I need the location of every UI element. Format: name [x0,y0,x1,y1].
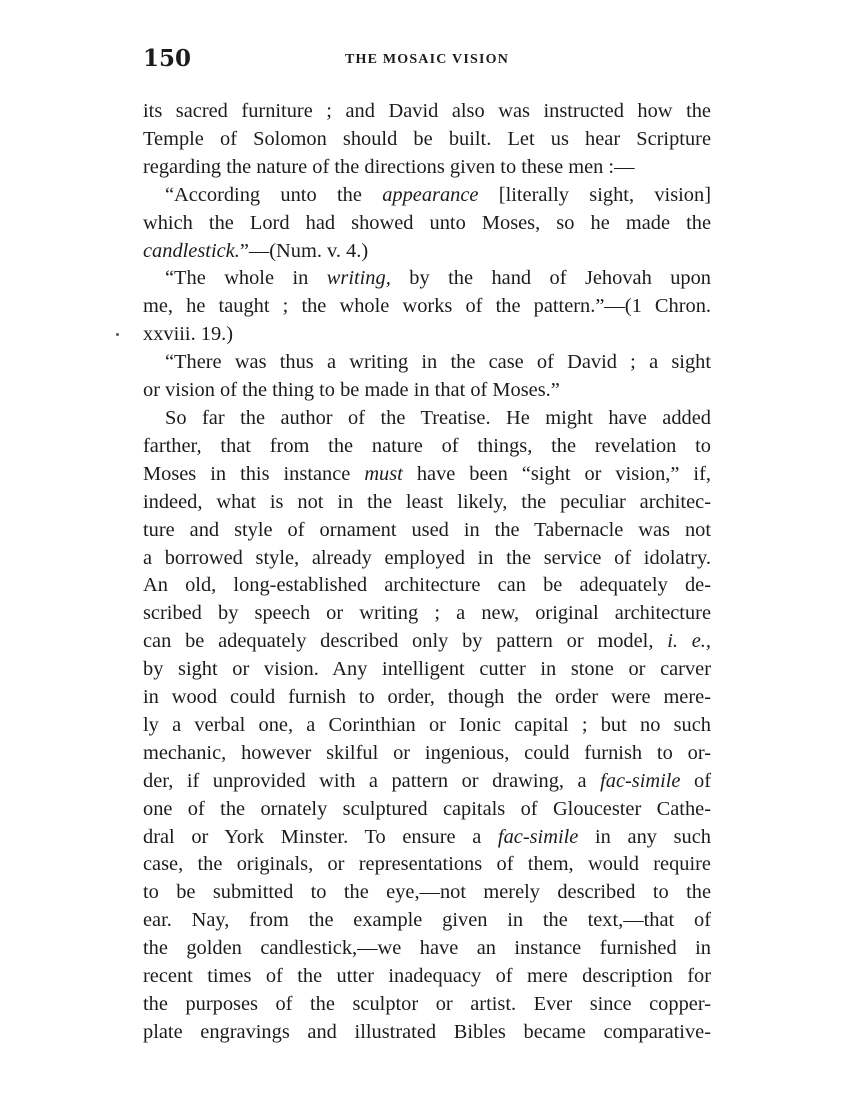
text-line: “The whole in writing, by the hand of Jehovah upon [165,267,711,290]
italic-text: fac-simile [600,769,681,792]
italic-text: appearance [382,183,479,206]
italic-text: must [364,462,403,485]
text-line: mechanic, however skilful or ingenious, could furnish to or- [143,741,711,764]
text-line: by sight or vision. Any intelligent cutter in stone or carver [143,658,711,681]
text-line: a borrowed style, already employed in the service of idolatry. [143,546,711,569]
text-line: regarding the nature of the directions given to these men :— [143,155,635,178]
running-title: THE MOSAIC VISION [344,52,510,67]
text-line: So far the author of the Treatise. He might have added [165,406,711,429]
margin-mark [116,333,119,336]
text-line: ly a verbal one, a Corinthian or Ionic capital ; but no such [143,713,711,736]
text-line: or vision of the thing to be made in that of Moses.” [143,379,560,402]
body-text [143,98,711,1047]
italic-text: i. e., [667,630,711,653]
text-line: its sacred furniture ; and David also was instructed how the [143,100,711,122]
text-line: indeed, what is not in the least likely, the peculiar architec- [143,490,711,513]
text-line: to be submitted to the eye,—not merely described to the [143,881,711,904]
text-line: which the Lord had showed unto Moses, so he made the [143,211,711,234]
page-number: 150 [143,45,192,72]
text-line: can be adequately described only by pattern or model, i. e., [143,630,711,653]
italic-text: candlestick. [143,239,240,262]
italic-text: fac-simile [497,825,579,848]
text-line: “According unto the appearance [literally sight, vision] [165,183,711,206]
text-line: Moses in this instance must have been “sight or vision,” if, [143,462,711,485]
italic-text: writing, [326,267,391,290]
text-line: An old, long-established architecture can be adequately de- [143,574,711,597]
text-line: dral or York Minster. To ensure a fac-simile in any such [143,825,711,848]
text-line: Temple of Solomon should be built. Let us hear Scripture [143,127,711,150]
text-line: “There was thus a writing in the case of David ; a sight [165,351,711,374]
text-line: in wood could furnish to order, though the order were mere- [143,686,711,709]
text-line: the purposes of the sculptor or artist. Ever since copper- [143,993,711,1015]
text-line: candlestick.”—(Num. v. 4.) [143,239,369,262]
text-line: ture and style of ornament used in the Tabernacle was not [143,518,711,541]
text-line: ear. Nay, from the example given in the text,—that of [143,909,711,932]
running-head [143,44,711,74]
text-line: plate engravings and illustrated Bibles became comparative- [143,1020,711,1043]
text-line: der, if unprovided with a pattern or drawing, a fac-simile of [143,769,711,792]
text-line: farther, that from the nature of things, the revelation to [143,434,711,457]
text-line: scribed by speech or writing ; a new, original architecture [143,602,711,625]
text-line: the golden candlestick,—we have an instance furnished in [143,937,711,960]
text-line: me, he taught ; the whole works of the pattern.”—(1 Chron. [143,295,711,318]
text-line: xxviii. 19.) [143,323,234,346]
text-line: case, the originals, or representations of them, would require [143,853,711,876]
text-line: one of the ornately sculptured capitals of Gloucester Cathe- [143,797,711,820]
text-line: recent times of the utter inadequacy of mere description for [143,965,711,988]
